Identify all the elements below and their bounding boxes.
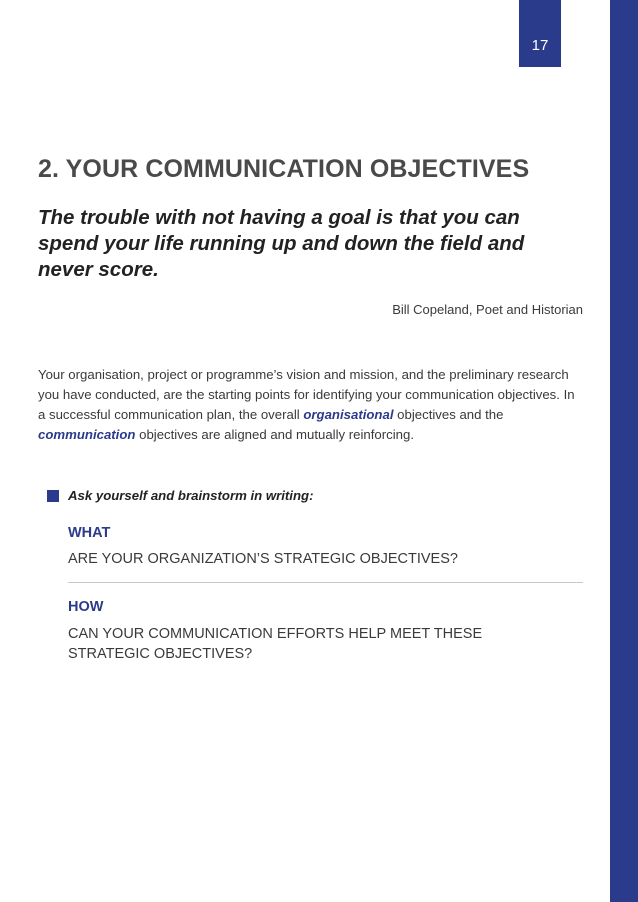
- intro-text-1: Your organisation, project or programme’s vision and mission, and the preliminary research you have conducted, are the starting points for identifying your communication objectives. In a successful communication plan, the overall: [38, 367, 575, 422]
- intro-emphasis-communication: communication: [38, 427, 136, 442]
- page-number-tab: [519, 0, 561, 67]
- square-bullet-icon: [47, 490, 59, 502]
- intro-text-2: objectives and the: [393, 407, 504, 422]
- question-how-label: HOW: [68, 599, 104, 615]
- divider: [68, 582, 583, 583]
- brainstorm-prompt: [47, 488, 313, 503]
- quote-attribution: Bill Copeland, Poet and Historian: [392, 302, 583, 317]
- quote-text: The trouble with not having a goal is that you can spend your life running up and down the field and never score.: [38, 206, 525, 281]
- intro-text-3: objectives are aligned and mutually reinforcing.: [135, 427, 415, 442]
- question-what-label: WHAT: [68, 525, 111, 541]
- intro-emphasis-organisational: organisational: [303, 407, 394, 422]
- page-number: 17: [531, 37, 549, 54]
- intro-paragraph: [38, 365, 578, 445]
- prompt-label: Ask yourself and brainstorm in writing:: [68, 488, 314, 503]
- question-what-text: ARE YOUR ORGANIZATION’S STRATEGIC OBJECTIVES?: [68, 551, 458, 567]
- section-title: 2. YOUR COMMUNICATION OBJECTIVES: [38, 155, 530, 183]
- side-accent-bar: [610, 0, 638, 902]
- question-how-text: CAN YOUR COMMUNICATION EFFORTS HELP MEET THESE STRATEGIC OBJECTIVES?: [68, 626, 483, 662]
